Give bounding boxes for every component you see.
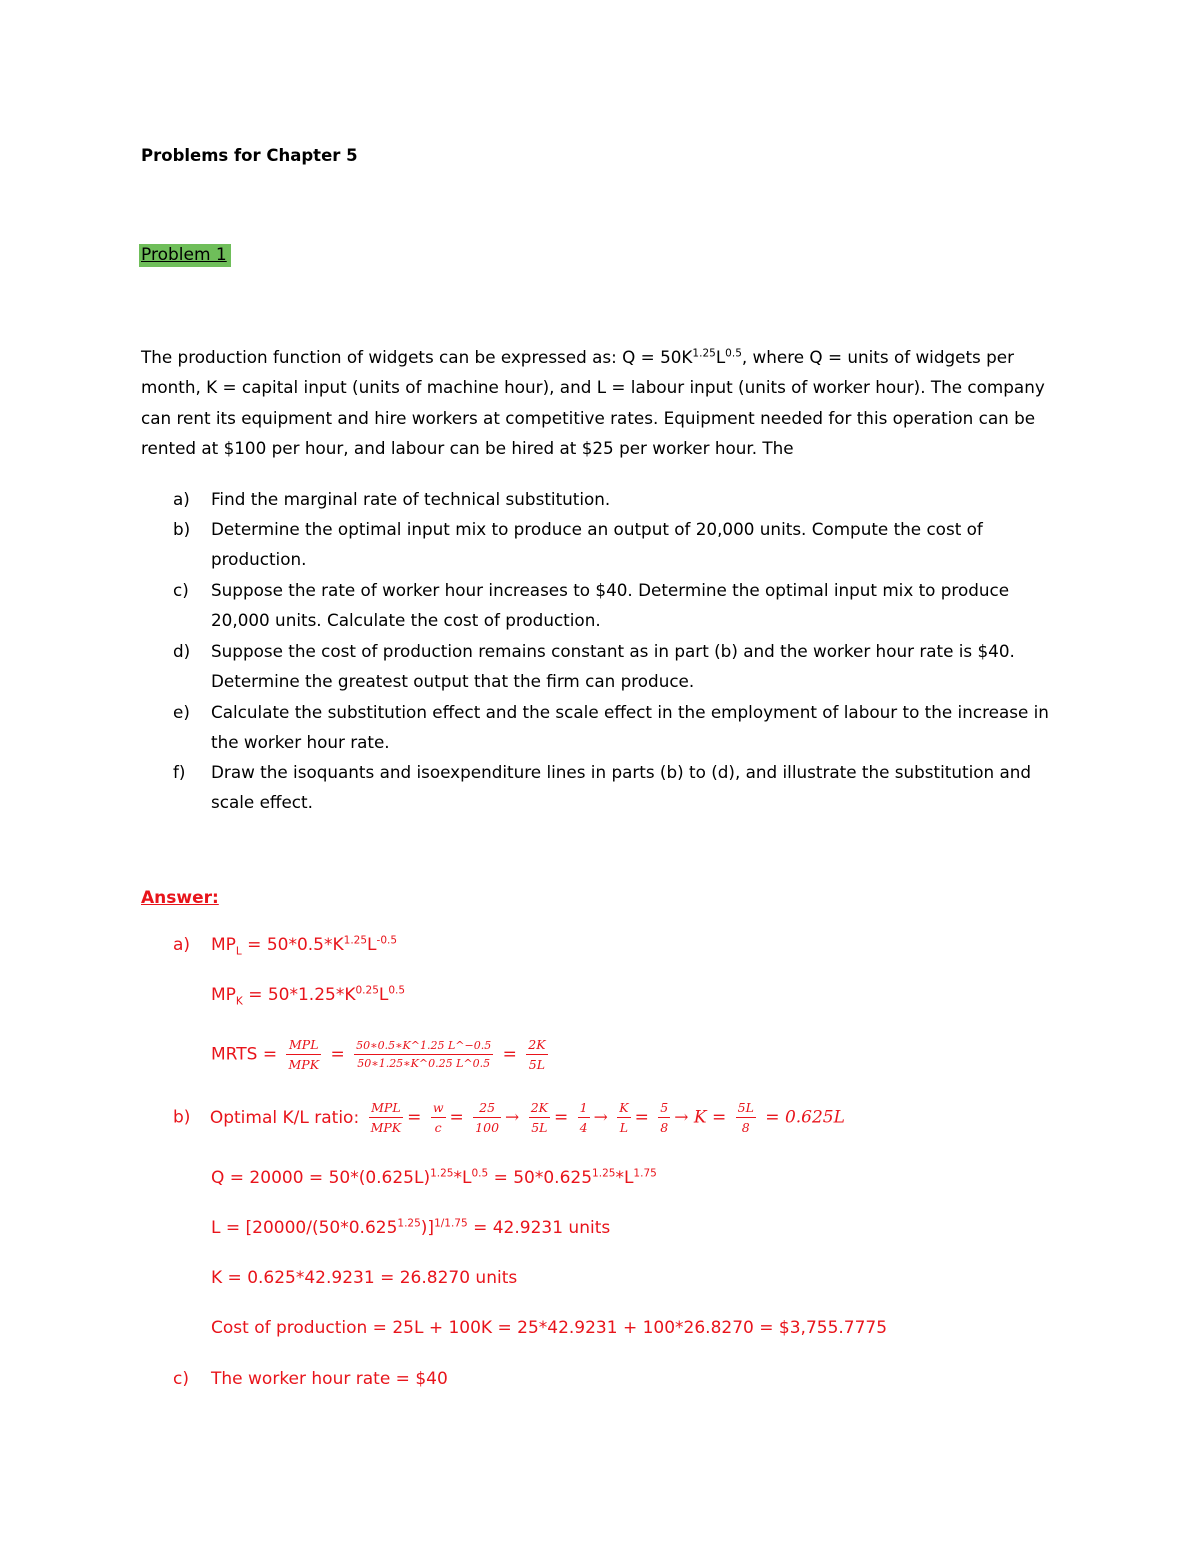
question-item (173, 514, 1063, 575)
answer-b-cost: Cost of production = 25L + 100K = 25*42.9231 + 100*26.8270 = $3,755.7775 (211, 1318, 888, 1338)
answer-b-l: $L = [20000/(50*0.625^{1.25})]^{1/1.75} = 42.9231$ units (211, 1217, 611, 1238)
question-letter: f) (173, 762, 186, 782)
question-text: Draw the isoquants and isoexpenditure lines in parts (b) to (d), and illustrate the substitution and scale effect. (211, 762, 1032, 813)
answer-b-k: K = 0.625*42.9231 = 26.8270 units (211, 1268, 518, 1288)
question-text: Determine the optimal input mix to produce an output of 20,000 units. Compute the cost of production. (211, 519, 983, 570)
answer-b-q: $Q = 20000 = 50*(0.625L)^{1.25}*L^{0.5} = 50*0.625^{1.25}*L^{1.75}$ (211, 1167, 657, 1188)
answer-heading: Answer: (141, 888, 219, 908)
question-item (173, 575, 1063, 636)
question-text: Calculate the substitution effect and the scale effect in the employment of labour to the increase in the worker hour rate. (211, 702, 1049, 753)
question-letter: b) (173, 519, 191, 539)
question-text: Suppose the rate of worker hour increases to $40. Determine the optimal input mix to produce 20,000 units. Calculate the cost of production. (211, 580, 1010, 631)
answer-b-ratio: b) Optimal K/L ratio: $\frac{\text{MPL}}{\text{MPK}}$ = $\frac{w}{c}$ = $\frac{25}{100}$ → $\frac{2K}{5L}$ = $\frac{1}{4}$ → $\frac{K}{L}$ = $\frac{5}{8}$ → K = $\frac{5L}{8}$ = 0.625L (173, 1100, 845, 1135)
answer-a-mpl: a) $MP_L = 50*0.5*K^{1.25}L^{-0.5}$ (173, 934, 398, 958)
question-letter: a) (173, 489, 190, 509)
question-item (173, 697, 1063, 758)
question-item (173, 636, 1063, 697)
question-item (173, 484, 1063, 514)
answer-a-mpk: $MP_K = 50*1.25*K^{0.25}L^{0.5}$ (211, 984, 406, 1008)
answer-a-mrts: MRTS = $\frac{\text{MPL}}{\text{MPK}}$ = $\frac{50∗0.5∗K\^{}1.25 L\^{}-0.5}{50∗1.25∗K\^{}0.25 L\^{}0.5}$ = $\frac{2K}{5L}$ (211, 1037, 546, 1072)
question-letter: d) (173, 641, 191, 661)
question-letter: c) (173, 580, 189, 600)
question-text: Suppose the cost of production remains constant as in part (b) and the worker hour rate is $40. Determine the greatest output that the firm can produce. (211, 641, 1015, 692)
question-item (173, 757, 1063, 818)
answer-c: c) The worker hour rate = $40 (173, 1369, 448, 1389)
question-text: Find the marginal rate of technical substitution. (211, 489, 611, 509)
problem-label: Problem 1 (139, 244, 231, 267)
document-title: Problems for Chapter 5 (141, 146, 358, 165)
question-letter: e) (173, 702, 190, 722)
problem-statement: The production function of widgets can be expressed as: $Q = 50K^{1.25}L^{0.5}$, where Q = units of widgets per month, K = capital input (units of machine hour), and L = labour input (units of worker hour). The company can rent its equipment and hire workers at competitive rates. Equipment needed for this operation can be rented at $100 per hour, and labour can be hired at $25 per worker hour. The (141, 347, 1045, 458)
